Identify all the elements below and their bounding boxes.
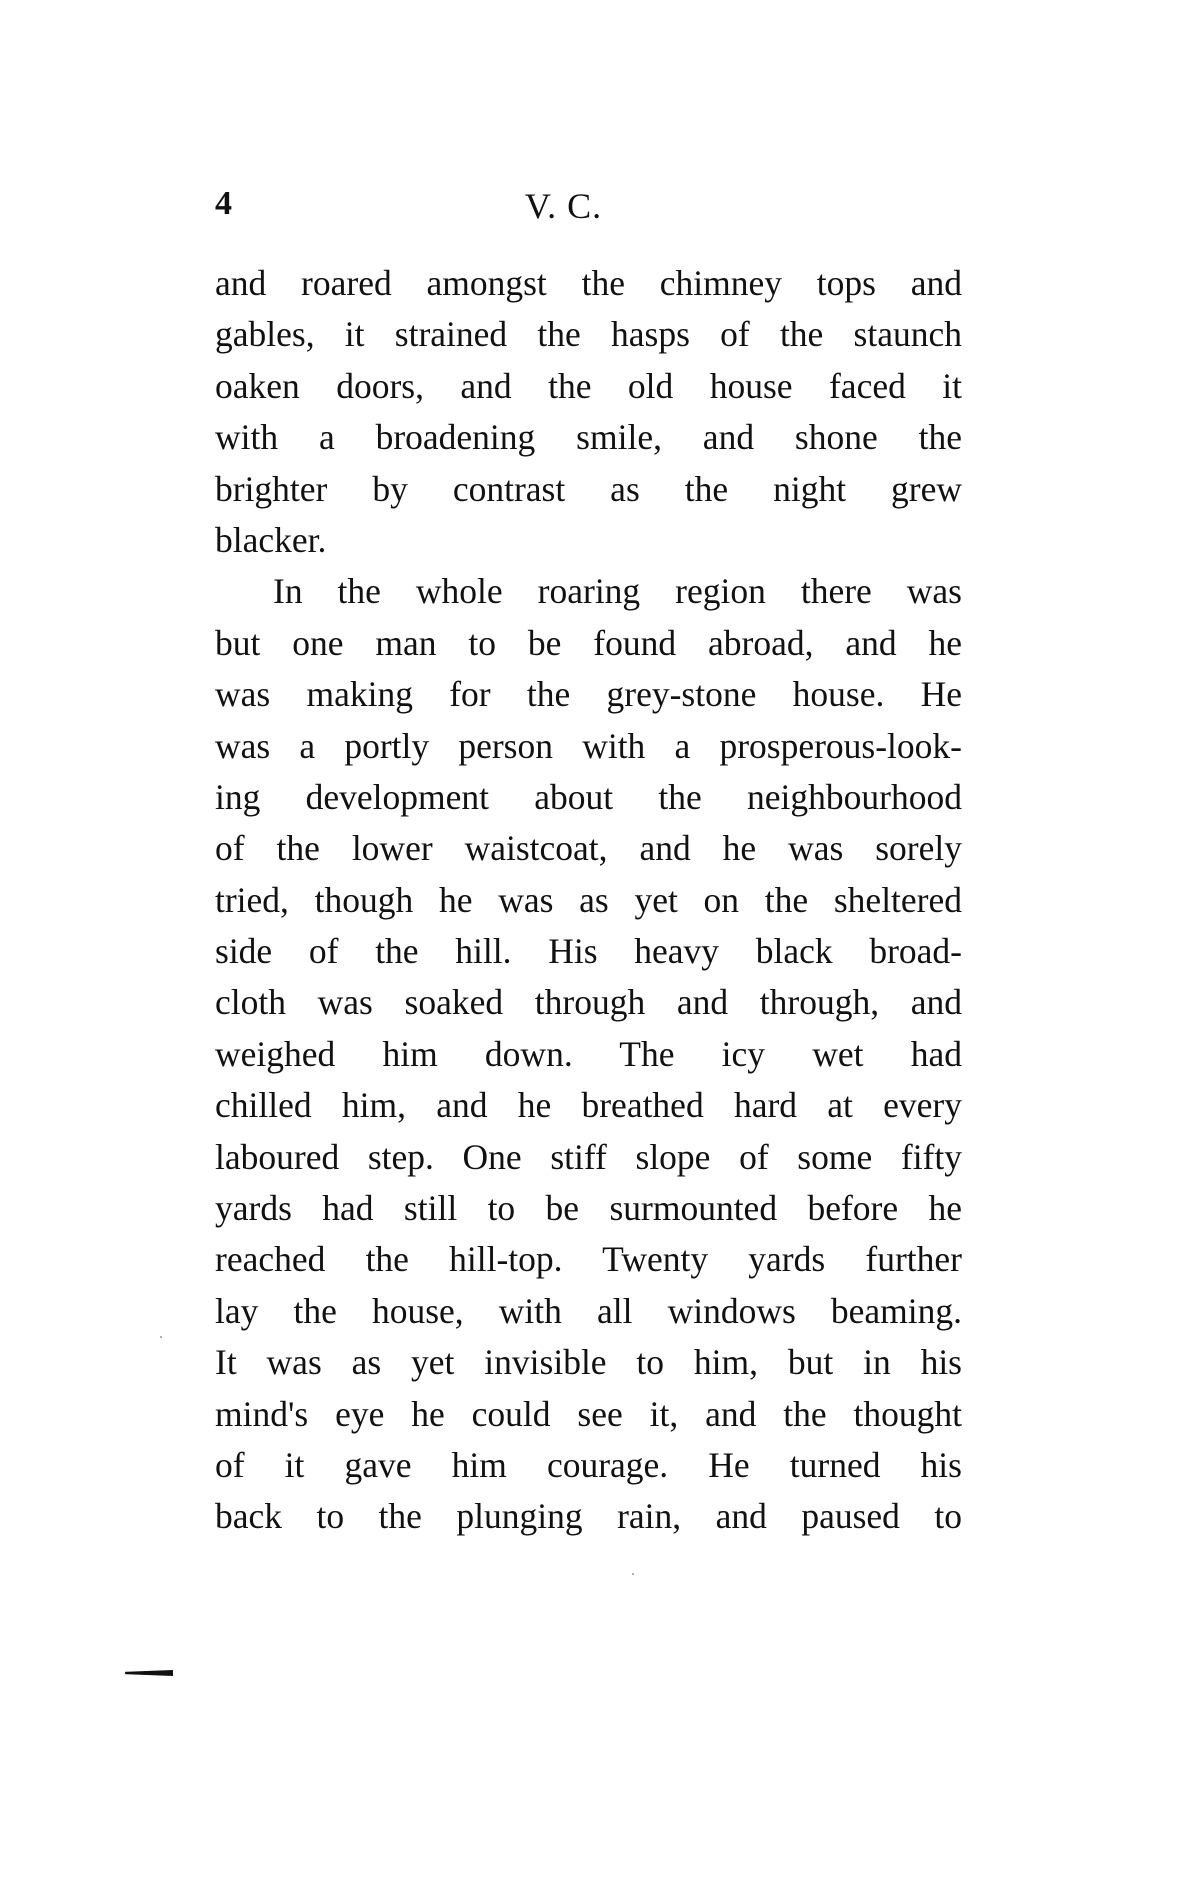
text-line: back to the plunging rain, and paused to: [215, 1496, 962, 1537]
text-line: oaken doors, and the old house faced it: [215, 365, 962, 406]
text-line: and roared amongst the chimney tops and: [215, 263, 962, 303]
page-number: 4: [215, 185, 232, 222]
text-line: lay the house, with all windows beaming.: [215, 1290, 962, 1331]
text-line: In the whole roaring region there was: [273, 571, 962, 612]
text-line: blacker.: [215, 519, 327, 560]
text-line: ing development about the neighbourhood: [215, 776, 962, 817]
text-line: reached the hill-top. Twenty yards further: [215, 1239, 962, 1280]
text-line: was a portly person with a prosperous-look-: [215, 725, 962, 766]
paper-speck: [160, 1336, 162, 1338]
paper-speck: [632, 1573, 634, 1575]
text-line: with a broadening smile, and shone the: [215, 417, 962, 458]
text-line: side of the hill. His heavy black broad-: [215, 931, 962, 972]
text-line: was making for the grey-stone house. He: [215, 674, 962, 715]
text-line: of the lower waistcoat, and he was sorely: [215, 828, 962, 869]
text-line: mind's eye he could see it, and the thought: [215, 1393, 962, 1434]
text-line: gables, it strained the hasps of the staunch: [215, 314, 962, 355]
text-line: cloth was soaked through and through, and: [215, 982, 962, 1023]
running-title: V. C.: [524, 186, 603, 226]
text-line: brighter by contrast as the night grew: [215, 468, 962, 509]
text-line: but one man to be found abroad, and he: [215, 622, 962, 663]
text-line: It was as yet invisible to him, but in his: [215, 1342, 962, 1383]
text-line: tried, though he was as yet on the sheltered: [215, 879, 962, 920]
text-line: yards had still to be surmounted before he: [215, 1188, 962, 1229]
text-line: of it gave him courage. He turned his: [215, 1444, 962, 1485]
body-text: [215, 258, 962, 1543]
text-line: chilled him, and he breathed hard at every: [215, 1085, 962, 1126]
margin-dash-mark: [125, 1670, 173, 1676]
page-header: [215, 185, 962, 235]
text-line: weighed him down. The icy wet had: [215, 1033, 962, 1074]
text-line: laboured step. One stiff slope of some fifty: [215, 1136, 962, 1177]
